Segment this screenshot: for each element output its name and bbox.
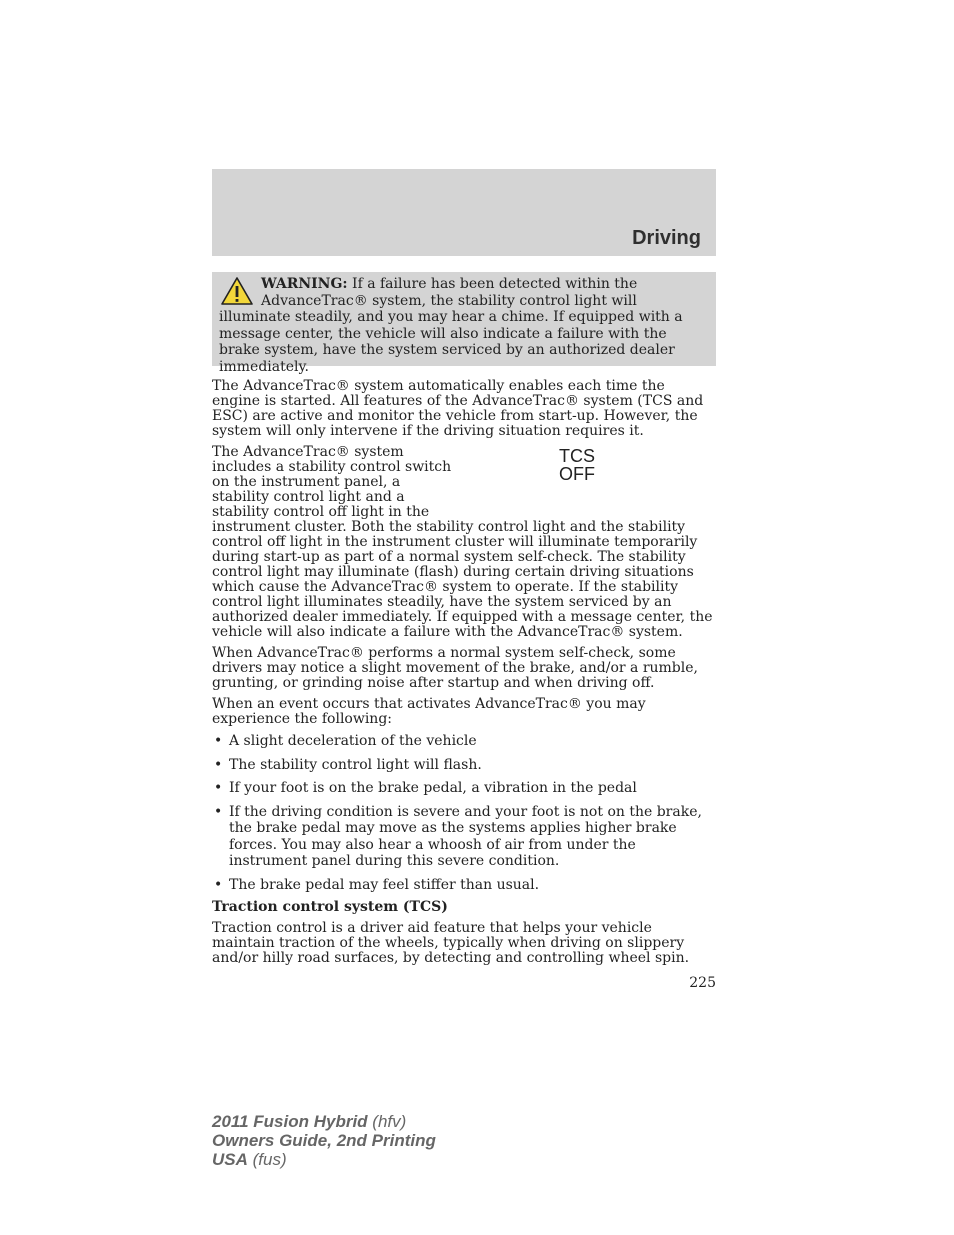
list-item: • If the driving condition is severe and your foot is not on the brake, the brake pedal may move as the systems applies higher brake forces. You may also hear a whoosh of air from under the instrument panel during this severe condition. [212,804,716,870]
warning-box [212,272,716,375]
list-item: • A slight deceleration of the vehicle [212,733,716,750]
footer-model-code: (hfv) [367,1112,407,1131]
footer-model: 2011 Fusion Hybrid [212,1112,368,1131]
paragraph-3: When AdvanceTrac® performs a normal system self-check, some drivers may notice a slight movement of the brake, and/or a rumble, grunting, or grinding noise after startup and when driving off. [212,645,698,691]
tcs-off-symbol [559,447,595,483]
warning-triangle-icon [219,275,255,308]
section-header [212,169,716,256]
warning-label: WARNING: [261,276,348,292]
footer-printing: Owners Guide, 2nd Printing [212,1131,436,1150]
paragraph-1: The AdvanceTrac® system automatically enables each time the engine is started. All features of the AdvanceTrac® system (TCS and ESC) are active and monitor the vehicle from start-up. However, the system will only intervene if the driving situation requires it. [212,378,704,439]
footer-market-code: (fus) [247,1150,287,1169]
list-item: • The brake pedal may feel stiffer than usual. [212,877,716,894]
footer-line-3 [212,1150,436,1169]
list-item: • The stability control light will flash. [212,757,716,774]
footer-line-2 [212,1131,436,1150]
footer-line-1 [212,1112,436,1131]
footer [212,1112,436,1169]
warning-text: If a failure has been detected within the AdvanceTrac® system, the stability control light will illuminate steadily, and you may hear a chime. If equipped with a message center, the vehicle will also indicate a failure with the brake system, have the system serviced by an authorized dealer immediately. [219,276,683,375]
paragraph-4: When an event occurs that activates AdvanceTrac® you may experience the following: [212,696,646,727]
paragraph-final: Traction control is a driver aid feature that helps your vehicle maintain traction of the wheels, typically when driving on slippery and/or hilly road surfaces, by detecting and controlling wheel spin. [212,920,690,966]
tcs-symbol-line2: OFF [559,464,595,484]
section-title: Driving [632,227,701,249]
main-content [212,379,716,991]
paragraph-2: The AdvanceTrac® system includes a stability control switch on the instrument panel, a stability control light and a stability control off light in the instrument cluster. Both the stability control light and the stability control off light in the instrument cluster will illuminate temporarily during start-up as part of a normal system self-check. The stability control light may illuminate (flash) during certain driving situations which cause the AdvanceTrac® system to operate. If the stability control light illuminates steadily, have the system serviced by an authorized dealer immediately. If equipped with a message center, the vehicle will also indicate a failure with the AdvanceTrac® system. [212,444,713,640]
bullet-list [212,733,716,893]
footer-market: USA [212,1150,248,1169]
subheading: Traction control system (TCS) [212,899,448,915]
list-item: • If your foot is on the brake pedal, a vibration in the pedal [212,780,716,797]
tcs-symbol-line1: TCS [559,446,595,466]
page-number: 225 [689,975,716,991]
tcs-off-symbol-area [456,445,716,507]
